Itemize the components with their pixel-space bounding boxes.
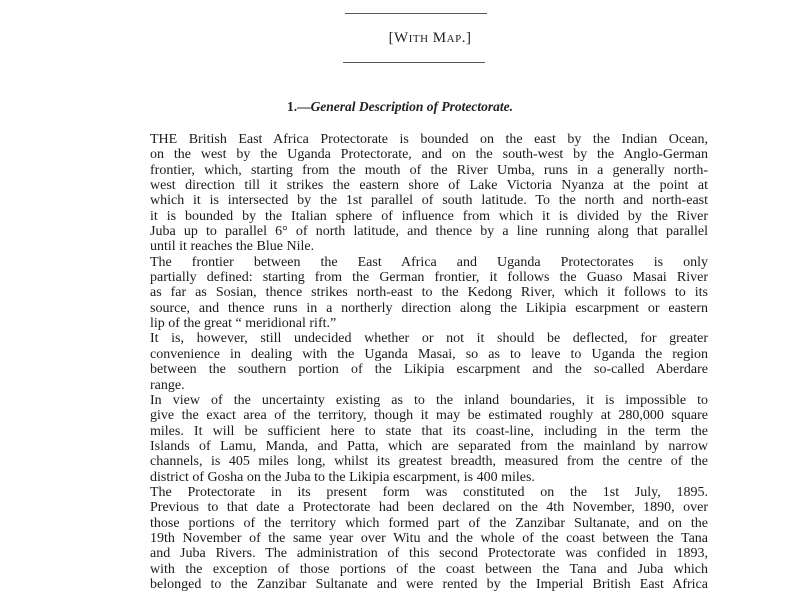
text-line: 19th November of the same year over Witu and the whole of the coast between the Tana [150,530,708,546]
text-line: In view of the uncertainty existing as to the inland boundaries, it is impossible to [150,392,708,408]
section-number: 1.— [286,99,311,114]
text-line: on the west by the Uganda Protectorate, and on the south-west by the Anglo-German [150,147,708,163]
text-line: those portions of the territory which formed part of the Zanzibar Sultanate, and on the [150,515,708,531]
text-line: district of Gosha on the Juba to the Likipia escarpment, is 400 miles. [150,469,535,485]
top-rule-divider [345,13,487,14]
text-line: with the exception of those portions of the coast between the Tana and Juba which [150,561,708,577]
text-line: Islands of Lamu, Manda, and Patta, which are separated from the mainland by narrow [150,438,708,454]
paragraph [118,485,708,592]
text-line: The Protectorate in its present form was constituted on the 1st July, 1895. [150,484,708,500]
text-line: it is bounded by the Italian sphere of influence from which it is divided by the River [150,208,708,224]
text-line: frontier, which, starting from the mouth of the River Umba, runs in a generally north- [150,162,708,178]
text-line: convenience in dealing with the Uganda Masai, so as to leave to Uganda the region [150,346,708,362]
text-line: as far as Sosian, thence strikes north-east to the Kedong River, which it follows to its [150,285,708,301]
text-line: and Juba Rivers. The administration of this second Protectorate was confided in 1893, [150,546,708,562]
text-line: which it is intersected by the 1st parallel of south latitude. To the north and north-east [150,193,708,209]
text-line: Previous to that date a Protectorate had been declared on the 4th November, 1890, over [150,500,708,516]
text-line: THE British East Africa Protectorate is bounded on the east by the Indian Ocean, [150,132,708,147]
section-heading [240,99,560,115]
text-line: It is, however, still undecided whether or not it should be deflected, for greater [150,331,708,347]
text-line: until it reaches the Blue Nile. [150,239,315,255]
section-title: General Description of Protectorate. [310,99,514,114]
text-line: miles. It will be sufficient here to state that its coast-line, including in the term the [150,423,708,439]
body-text [118,132,708,592]
text-line: The frontier between the East Africa and Uganda Protectorates is only [150,254,708,270]
paragraph [118,331,708,392]
text-line: partially defined: starting from the German frontier, it follows the Guaso Masai River [150,270,708,286]
text-line: between the southern portion of the Likipia escarpment and the so-called Aberdare [150,362,708,378]
paragraph [118,255,708,332]
text-line: channels, is 405 miles long, whilst its greatest breadth, measured from the centre of the [150,454,708,470]
text-line: Juba up to parallel 6° of north latitude, and thence by a line running along that parallel [150,224,708,240]
text-line: give the exact area of the territory, though it may be estimated roughly at 280,000 square [150,408,708,424]
text-line: belonged to the Zanzibar Sultanate and were rented by the Imperial British East Africa [150,576,708,592]
text-line: lip of the great “ meridional rift.” [150,316,337,332]
paragraph [118,132,708,255]
text-line: range. [150,377,185,393]
text-line: west direction till it strikes the eastern shore of Lake Victoria Nyanza at the point at [150,178,708,194]
bottom-rule-divider [343,62,485,63]
with-map-label: [With Map.] [388,30,472,46]
text-line: source, and thence runs in a northerly direction along the Likipia escarpment or eastern [150,300,708,316]
paragraph [118,393,708,485]
